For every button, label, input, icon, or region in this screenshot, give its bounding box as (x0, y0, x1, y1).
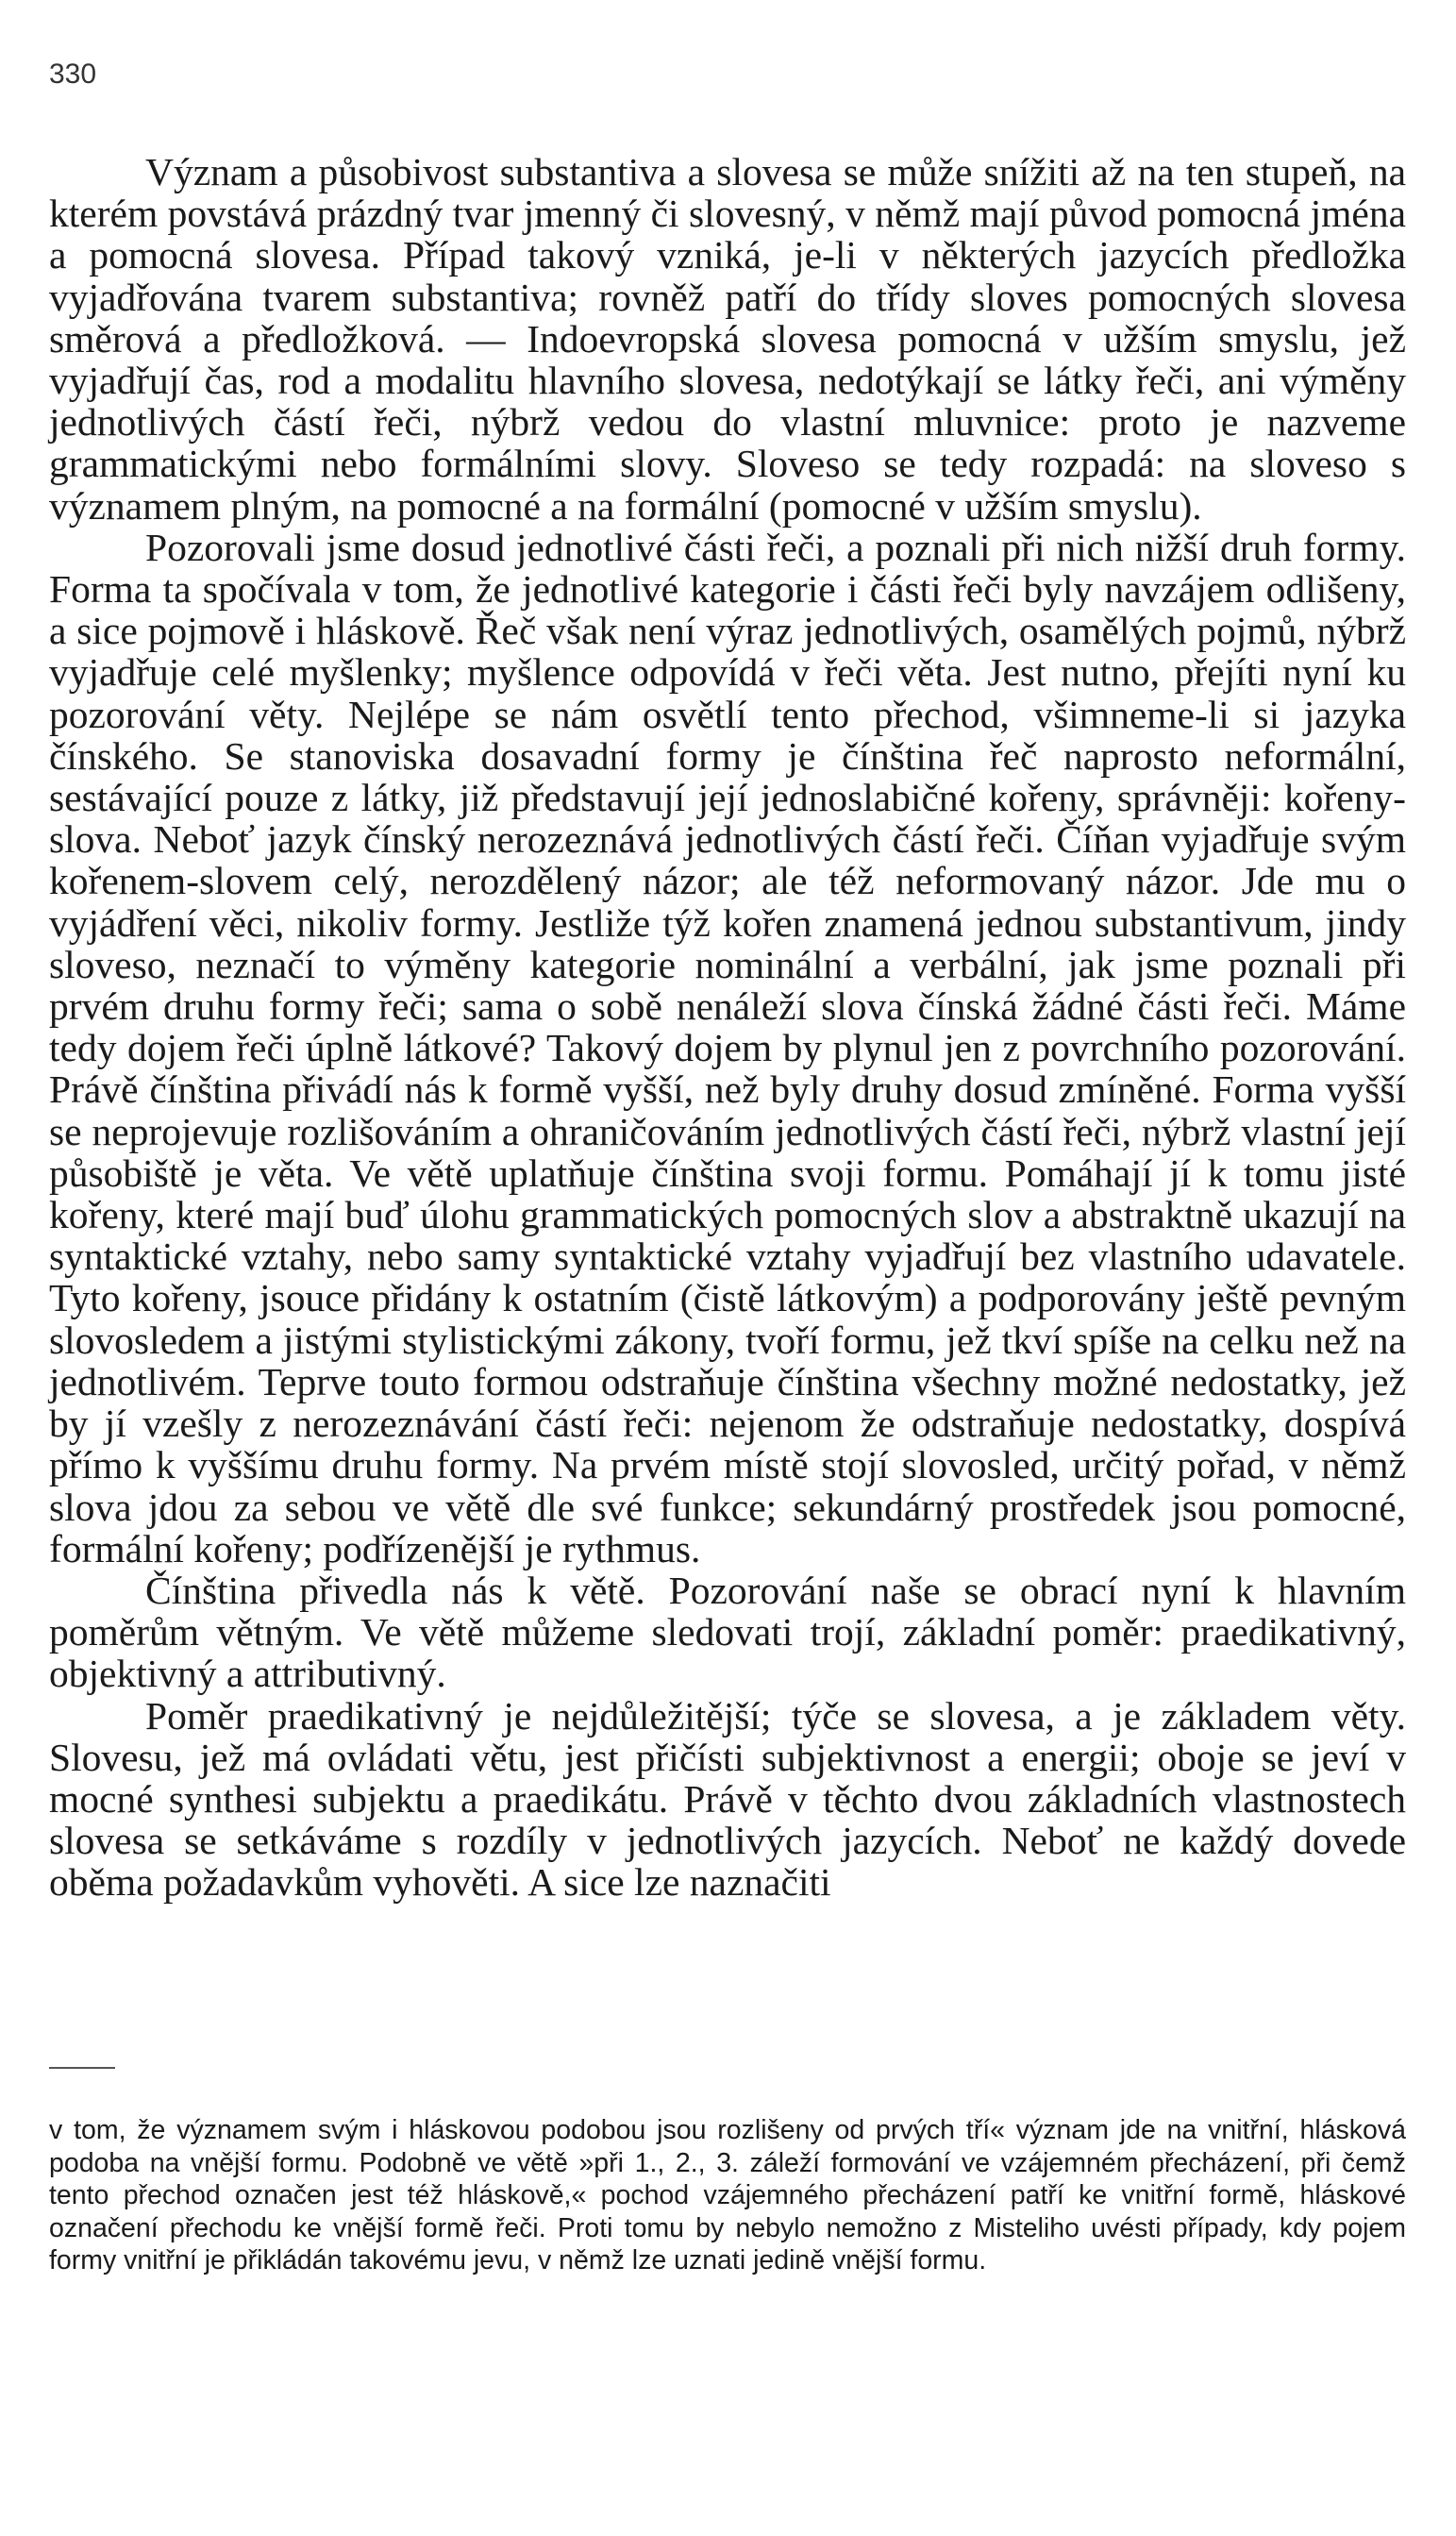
footnote (49, 2114, 1406, 2277)
body-text (49, 151, 1406, 1904)
paragraph: Pozorovali jsme dosud jednotlivé části řeči, a poznali při nich nižší druh formy. Forma ta spočívala v tom, že jednotlivé kategorie i části řeči byly navzájem odlišeny, a sice pojmově i hláskově. Řeč však není výraz jednotlivých, osamělých pojmů, nýbrž vyjadřuje celé myšlenky; myšlence odpovídá v řeči věta. Jest nutno, přejíti nyní ku pozorování věty. Nejlépe se nám osvětlí tento přechod, všimneme-li si jazyka čínského. Se stanoviska dosavadní formy je čínština řeč naprosto neformální, sestávající pouze z látky, již představují její jednoslabičné kořeny, správněji: kořeny-slova. Neboť jazyk čínský nerozeznává jednotlivých částí řeči. Číňan vyjadřuje svým kořenem-slovem celý, nerozdělený názor; ale též neformovaný názor. Jde mu o vyjádření věci, nikoliv formy. Jestliže týž kořen znamená jednou substantivum, jindy sloveso, neznačí to výměny kategorie nominální a verbální, jak jsme poznali při prvém druhu formy řeči; sama o sobě nenáleží slova čínská žádné části řeči. Máme tedy dojem řeči úplně látkové? Takový dojem by plynul jen z povrchního pozorování. Právě čínština přivádí nás k formě vyšší, než byly druhy dosud zmíněné. Forma vyšší se neprojevuje rozlišováním a ohraničováním jednotlivých částí řeči, nýbrž vlastní její působiště je věta. Ve větě uplatňuje čínština svoji formu. Pomáhají jí k tomu jisté kořeny, které mají buď úlohu grammatických pomocných slov a abstraktně ukazují na syntaktické vztahy, nebo samy syntaktické vztahy vyjadřují bez vlastního udavatele. Tyto kořeny, jsouce přidány k ostatním (čistě látkovým) a podporovány ještě pevným slovosledem a jistými stylistickými zákony, tvoří formu, jež tkví spíše na celku než na jednotlivém. Teprve touto formou odstraňuje čínština všechny možné nedostatky, jež by jí vzešly z nerozeznávání částí řeči: nejenom že odstraňuje nedostatky, dospívá přímo k vyššímu druhu formy. Na prvém místě stojí slovosled, určitý pořad, v němž slova jdou za sebou ve větě dle své funkce; sekundárný prostředek jsou pomocné, formální kořeny; podřízenější je rythmus. (49, 525, 1406, 1570)
paragraph: Čínština přivedla nás k větě. Pozorování naše se obrací nyní k hlavním poměrům větným. Ve větě můžeme sledovati trojí, základní poměr: praedikativný, objektivný a attributivný. (49, 1568, 1406, 1696)
page-number: 330 (49, 59, 97, 90)
paragraph: Význam a působivost substantiva a slovesa se může snížiti až na ten stupeň, na kterém povstává prázdný tvar jmenný či slovesný, v němž mají původ pomocná jména a pomocná slovesa. Případ takový vzniká, je-li v některých jazycích předložka vyjadřována tvarem substantiva; rovněž patří do třídy sloves pomocných slovesa směrová a předložková. — Indoevropská slovesa pomocná v užším smyslu, jež vyjadřují čas, rod a modalitu hlavního slovesa, nedotýkají se látky řeči, ani výměny jednotlivých částí řeči, nýbrž vedou do vlastní mluvnice: proto je nazveme grammatickými nebo formálními slovy. Sloveso se tedy rozpadá: na sloveso s významem plným, na pomocné a na formální (pomocné v užším smyslu). (49, 150, 1406, 528)
paragraph: Poměr praedikativný je nejdůležitější; týče se slovesa, a je základem věty. Slovesu, jež má ovládati větu, jest přičísti subjektivnost a energii; oboje se jeví v mocné synthesi subjektu a praedikátu. Právě v těchto dvou základních vlastnostech slovesa se setkáváme s rozdíly v jednotlivých jazycích. Neboť ne každý dovede oběma požadavkům vyhověti. A sice lze naznačiti (49, 1693, 1406, 1905)
footnote-divider (49, 2067, 115, 2069)
footnote-text: v tom, že významem svým i hláskovou podobou jsou rozlišeny od prvých tří« význam jde na vnitřní, hlásková podoba na vnější formu. Podobně ve větě »při 1., 2., 3. záleží formování ve vzájemném přecházení, při čemž tento přechod označen jest též hláskově,« pochod vzájemného přecházení patří ke vnitřní formě, hláskové označení přechodu ke vnější formě řeči. Proti tomu by nebylo nemožno z Misteliho uvésti případy, kdy pojem formy vnitřní je přikládán takovému jevu, v němž lze uznati jedině vnější formu. (49, 2115, 1406, 2276)
